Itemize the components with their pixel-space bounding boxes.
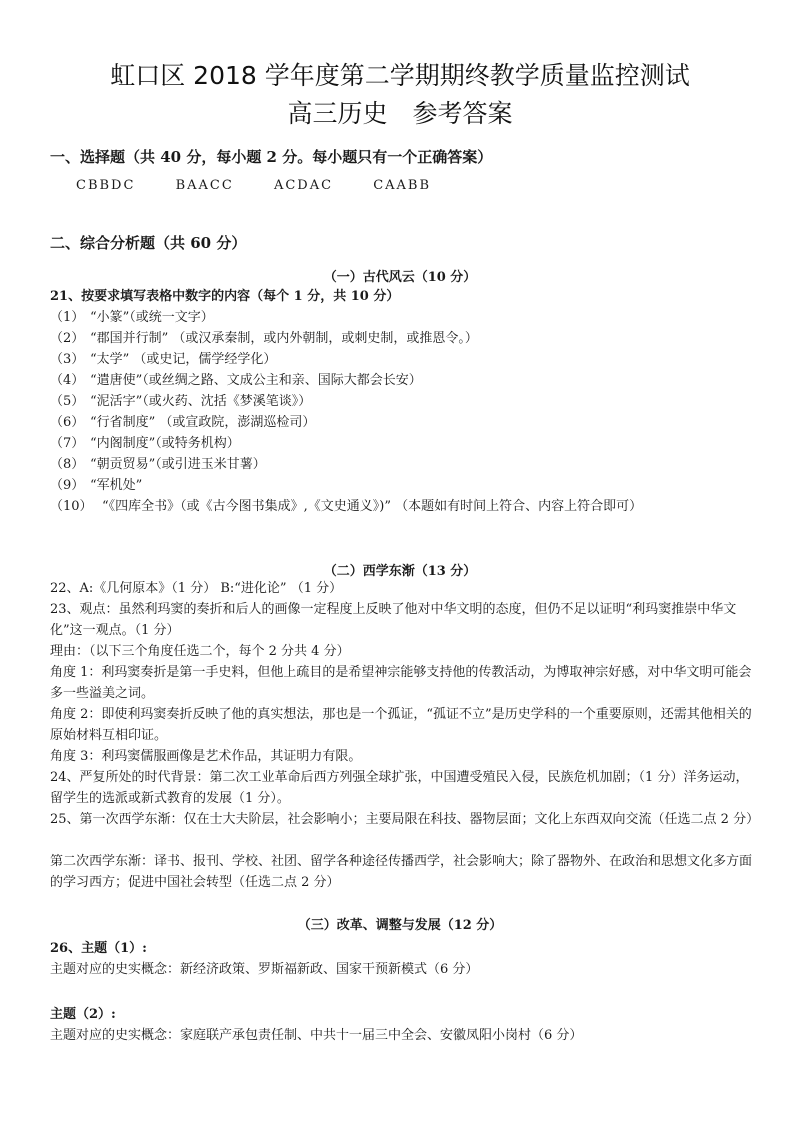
item-number: （8） xyxy=(50,457,85,472)
item-number: （5） xyxy=(50,394,85,409)
part1-heading: （一）古代风云（10 分） xyxy=(323,270,477,285)
item-text: “《四库全书》（或《古今图书集成》,《文史通义》)” （本题如有时间上符合、内容上符合即可） xyxy=(102,499,643,514)
part2-heading: （二）西学东渐（13 分） xyxy=(323,564,477,579)
list-item xyxy=(50,391,311,412)
answer-key xyxy=(76,178,465,193)
part3-heading: （三）改革、调整与发展（12 分） xyxy=(297,918,503,933)
answer-group: ACDAC xyxy=(273,178,334,193)
q23-viewpoint: 23、观点：虽然利玛窦的奏折和后人的画像一定程度上反映了他对中华文明的态度，但仍不足以证明“利玛窦推崇中华文化”这一观点。（1 分） xyxy=(50,602,737,638)
q24-answer: 24、严复所处的时代背景：第二次工业革命后西方列强全球扩张，中国遭受殖民入侵，民族危机加剧；（1 分）洋务运动，留学生的选派或新式教育的发展（1 分）。 xyxy=(50,770,749,806)
list-item xyxy=(50,496,642,517)
item-text: “郡国并行制” （或汉承秦制，或内外朝制，或刺史制，或推恩令。） xyxy=(90,331,478,346)
item-text: “行省制度” （或宣政院，澎湖巡检司） xyxy=(90,415,316,430)
q25-first: 25、第一次西学东渐：仅在士大夫阶层，社会影响小；主要局限在科技、器物层面；文化上东西双向交流（任选二点 2 分） xyxy=(50,812,760,827)
q22-answer: 22、A:《几何原本》（1 分） B:“进化论” （1 分） xyxy=(50,581,343,596)
item-number: （9） xyxy=(50,478,85,493)
item-text: “内阁制度”（或特务机构） xyxy=(90,436,240,451)
item-text: “泥活字”（或火药、沈括《梦溪笔谈》） xyxy=(90,394,312,409)
item-number: （10） xyxy=(50,499,93,514)
list-item xyxy=(50,412,315,433)
answer-group: CBBDC xyxy=(76,178,136,193)
answer-group: CAABB xyxy=(373,178,432,193)
list-item xyxy=(50,328,478,349)
section1-heading: 一、选择题（共 40 分，每小题 2 分。每小题只有一个正确答案） xyxy=(50,148,493,166)
q26-theme-2: 主题（2）: xyxy=(50,1007,116,1022)
item-text: “太学” （或史记，儒学经学化） xyxy=(90,352,277,367)
item-number: （4） xyxy=(50,373,85,388)
section2-heading: 二、综合分析题（共 60 分） xyxy=(50,234,247,252)
list-item xyxy=(50,349,276,370)
list-item xyxy=(50,370,422,391)
item-text: “遣唐使”（或丝绸之路、文成公主和亲、国际大都会长安） xyxy=(90,373,422,388)
list-item xyxy=(50,433,240,454)
item-number: （3） xyxy=(50,352,85,367)
item-number: （7） xyxy=(50,436,85,451)
q26-theme-1: 26、主题（1）: xyxy=(50,941,147,956)
q23-reason: 理由：（以下三个角度任选二个，每个 2 分共 4 分） xyxy=(50,644,350,659)
q26-concepts-2: 主题对应的史实概念：家庭联产承包责任制、中共十一届三中全会、安徽凤阳小岗村（6 分） xyxy=(50,1028,583,1043)
q26-concepts-1: 主题对应的史实概念：新经济政策、罗斯福新政、国家干预新模式（6 分） xyxy=(50,962,479,977)
item-number: （1） xyxy=(50,310,85,325)
item-number: （6） xyxy=(50,415,85,430)
item-text: “小篆”（或统一文字） xyxy=(90,310,214,325)
list-item xyxy=(50,307,214,328)
item-text: “军机处” xyxy=(90,478,143,493)
q23-angle-2: 角度 2：即使利玛窦奏折反映了他的真实想法，那也是一个孤证，“孤证不立”是历史学科的一个重要原则，还需其他相关的原始材料互相印证。 xyxy=(50,707,752,743)
document-subtitle: 高三历史 参考答案 xyxy=(287,99,513,128)
document-title: 虹口区 2018 学年度第二学期期终教学质量监控测试 xyxy=(110,61,690,90)
item-text: “朝贡贸易”（或引进玉米甘薯） xyxy=(90,457,266,472)
item-number: （2） xyxy=(50,331,85,346)
list-item xyxy=(50,454,266,475)
q23-angle-3: 角度 3：利玛窦儒服画像是艺术作品，其证明力有限。 xyxy=(50,749,362,764)
list-item xyxy=(50,475,142,496)
q21-prompt: 21、按要求填写表格中数字的内容（每个 1 分，共 10 分） xyxy=(50,289,400,304)
q25-second: 第二次西学东渐：译书、报刊、学校、社团、留学各种途径传播西学，社会影响大；除了器物外、在政治和思想文化多方面的学习西方；促进中国社会转型（任选二点 2 分） xyxy=(50,854,753,890)
q23-angle-1: 角度 1：利玛窦奏折是第一手史料，但他上疏目的是希望神宗能够支持他的传教活动，为博取神宗好感，对中华文明可能会多一些溢美之词。 xyxy=(50,665,752,701)
answer-group: BAACC xyxy=(175,178,234,193)
